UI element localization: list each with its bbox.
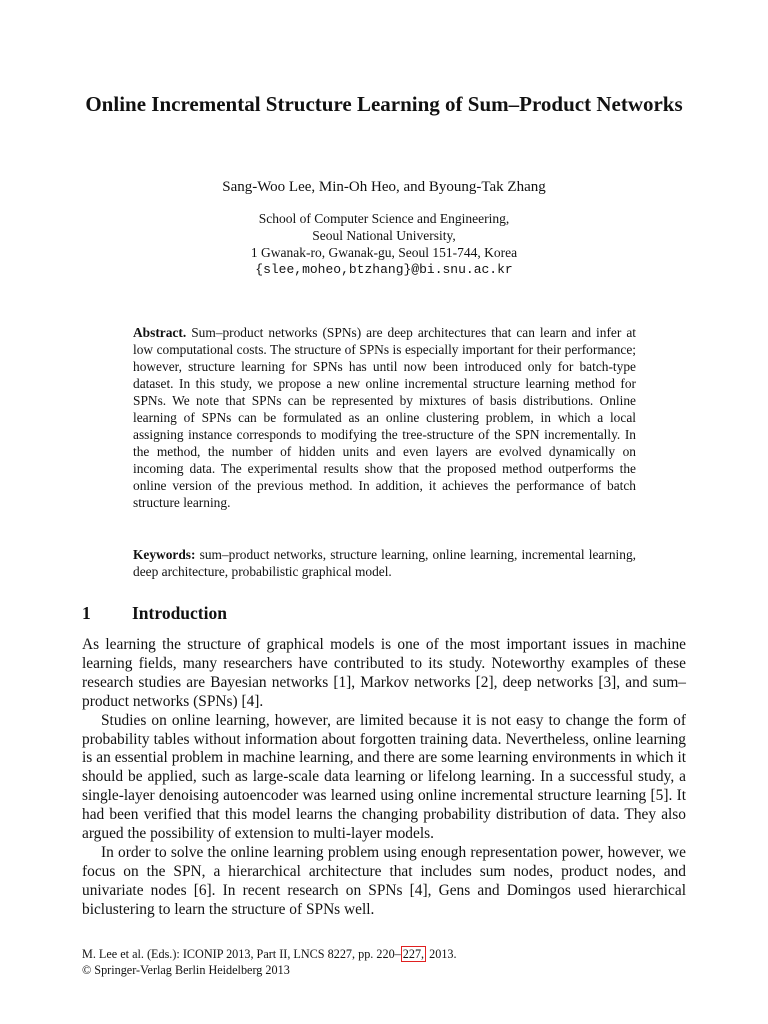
affiliation-line-1: School of Computer Science and Engineering,: [258, 211, 510, 226]
copyright-line: © Springer-Verlag Berlin Heidelberg 2013: [82, 963, 290, 977]
author-emails: {slee,moheo,btzhang}@bi.snu.ac.kr: [255, 262, 513, 277]
affiliation-block: [0, 210, 768, 278]
abstract-text: Sum–product networks (SPNs) are deep architectures that can learn and infer at low computational costs. The structure of SPNs is especially important for their performance; however, structure learning for SPNs has until now been introduced only for batch-type dataset. In this study, we propose a new online incremental structure learning method for SPNs. We note that SPNs can be represented by mixtures of basis distributions. Online learning of SPNs can be formulated as an online clustering problem, in which a local assigning instance corresponds to modifying the tree-structure of the SPN incrementally. In the method, the number of hidden units and even layers are evolved dynamically on incoming data. The experimental results show that the proposed method outperforms the online version of the previous method. In addition, it achieves the performance of batch structure learning.: [133, 325, 636, 510]
affiliation-line-3: 1 Gwanak-ro, Gwanak-gu, Seoul 151-744, Korea: [250, 245, 518, 260]
citation-suffix: 2013.: [426, 947, 457, 961]
paper-title: Online Incremental Structure Learning of Sum–Product Networks: [85, 92, 683, 116]
section-heading-introduction: [82, 602, 227, 624]
introduction-body: [82, 636, 686, 920]
citation-page-link[interactable]: 227,: [402, 947, 425, 961]
keywords-text: sum–product networks, structure learning, online learning, incremental learning, deep architecture, probabilistic graphical model.: [133, 547, 636, 579]
keywords-label: Keywords:: [133, 547, 196, 562]
citation-prefix: M. Lee et al. (Eds.): ICONIP 2013, Part II, LNCS 8227, pp. 220–: [82, 947, 401, 961]
page-footer: [82, 946, 457, 978]
abstract-label: Abstract.: [133, 325, 187, 340]
keywords: [133, 546, 636, 580]
paragraph-1: As learning the structure of graphical models is one of the most important issues in machine learning fields, many researchers have contributed to its study. Noteworthy examples of these research studies are Bayesian networks [1], Markov networks [2], deep networks [3], and sum–product networks (SPNs) [4].: [82, 636, 686, 710]
section-number: 1: [82, 603, 91, 623]
section-title: Introduction: [132, 603, 227, 623]
paragraph-3: In order to solve the online learning problem using enough representation power, however, we focus on the SPN, a hierarchical architecture that includes sum nodes, product nodes, and univariate nodes [6]. In recent research on SPNs [4], Gens and Domingos used hierarchical biclustering to learn the structure of SPNs well.: [82, 843, 686, 918]
citation-line: [82, 946, 457, 962]
author-list: Sang-Woo Lee, Min-Oh Heo, and Byoung-Tak Zhang: [222, 179, 546, 195]
paragraph-2: Studies on online learning, however, are limited because it is not easy to change the form of probability tables without information about forgotten training data. Nevertheless, online learning is an essential problem in machine learning, and there are some learning environments in which it should be applied, such as large-scale data learning or lifelong learning. In a successful study, a single-layer denoising autoencoder was learned using online incremental structure learning [5]. It had been verified that this model learns the changing probability distribution of data. They also argued the possibility of extension to multi-layer models.: [82, 711, 686, 843]
abstract: [133, 324, 636, 511]
affiliation-line-2: Seoul National University,: [312, 228, 456, 243]
